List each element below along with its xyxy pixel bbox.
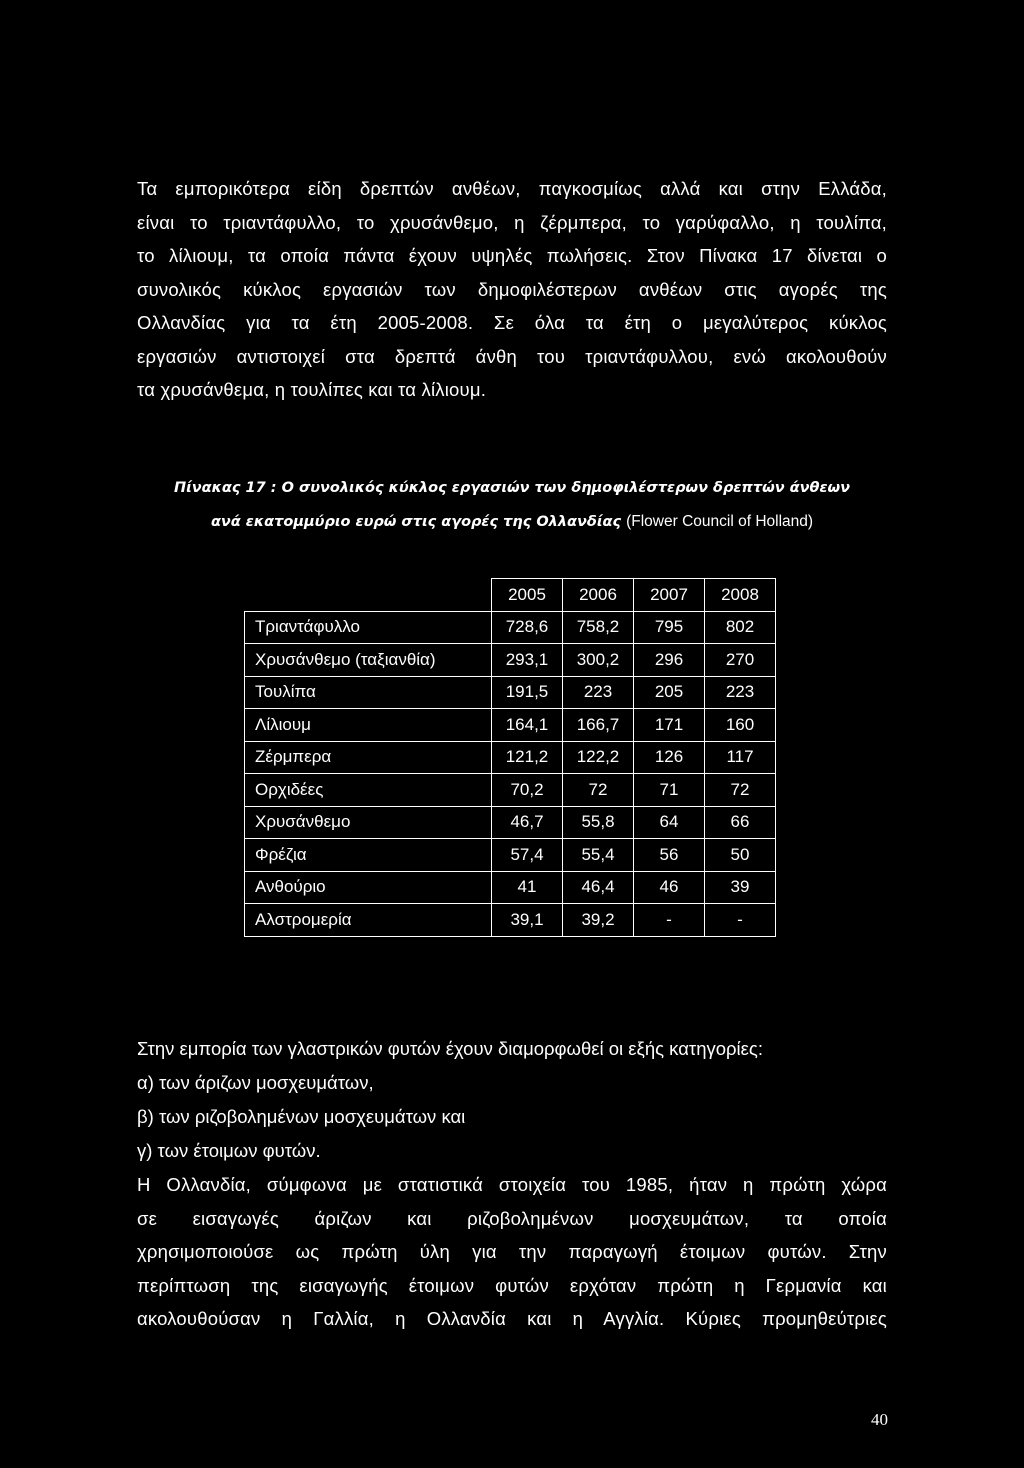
table-row — [245, 709, 776, 742]
table-row — [245, 611, 776, 644]
value-cell: 55,4 — [563, 839, 634, 872]
value-cell: 270 — [705, 644, 776, 677]
turnover-table — [244, 578, 776, 937]
closing-line: σε εισαγωγές άριζων και ριζοβολημένων μοσχευμάτων, τα οποία — [137, 1207, 887, 1229]
list-item: α) των άριζων μοσχευμάτων, — [137, 1072, 374, 1093]
value-cell: 41 — [492, 871, 563, 904]
list-item: γ) των έτοιμων φυτών. — [137, 1140, 321, 1161]
value-cell: 121,2 — [492, 741, 563, 774]
value-cell: 72 — [705, 774, 776, 807]
value-cell: 117 — [705, 741, 776, 774]
year-header: 2006 — [563, 579, 634, 612]
value-cell: 64 — [634, 806, 705, 839]
table-row — [245, 904, 776, 937]
flower-name-cell: Χρυσάνθεμο (ταξιανθία) — [245, 644, 492, 677]
value-cell: 191,5 — [492, 676, 563, 709]
closing-line: ακολουθούσαν η Γαλλία, η Ολλανδία και η Αγγλία. Κύριες προμηθεύτριες — [137, 1308, 887, 1329]
intro-paragraph — [137, 172, 887, 407]
value-cell: 205 — [634, 676, 705, 709]
value-cell: 300,2 — [563, 644, 634, 677]
value-cell: 56 — [634, 839, 705, 872]
value-cell: 171 — [634, 709, 705, 742]
table-row — [245, 871, 776, 904]
table-row — [245, 839, 776, 872]
value-cell: 39,2 — [563, 904, 634, 937]
flower-name-cell: Ορχιδέες — [245, 774, 492, 807]
value-cell: 296 — [634, 644, 705, 677]
flower-name-cell: Λίλιουμ — [245, 709, 492, 742]
flower-name-cell: Φρέζια — [245, 839, 492, 872]
table-header-row — [245, 579, 776, 612]
closing-line: Η Ολλανδία, σύμφωνα με στατιστικά στοιχεία του 1985, ήταν η πρώτη χώρα — [137, 1174, 887, 1195]
value-cell: 164,1 — [492, 709, 563, 742]
intro-line: Τα εμπορικότερα είδη δρεπτών ανθέων, παγκοσμίως αλλά και στην Ελλάδα, — [137, 178, 887, 199]
flower-name-cell: Ανθούριο — [245, 871, 492, 904]
table-row — [245, 644, 776, 677]
value-cell: 46 — [634, 871, 705, 904]
value-cell: 46,4 — [563, 871, 634, 904]
list-item: β) των ριζοβολημένων μοσχευμάτων και — [137, 1106, 466, 1127]
flower-name-cell: Ζέρμπερα — [245, 741, 492, 774]
value-cell: 223 — [705, 676, 776, 709]
intro-line: τα χρυσάνθεμα, η τουλίπες και τα λίλιουμ. — [137, 379, 487, 400]
intro-line: εργασιών αντιστοιχεί στα δρεπτά άνθη του τριαντάφυλλου, ενώ ακολουθούν — [137, 345, 887, 367]
value-cell: 39 — [705, 871, 776, 904]
value-cell: 728,6 — [492, 611, 563, 644]
value-cell: 795 — [634, 611, 705, 644]
table-row — [245, 774, 776, 807]
flower-name-cell: Χρυσάνθεμο — [245, 806, 492, 839]
value-cell: 70,2 — [492, 774, 563, 807]
flower-name-cell: Τριαντάφυλλο — [245, 611, 492, 644]
value-cell: 160 — [705, 709, 776, 742]
year-header: 2007 — [634, 579, 705, 612]
value-cell: 223 — [563, 676, 634, 709]
intro-line: Ολλανδίας για τα έτη 2005-2008. Σε όλα τα έτη ο μεγαλύτερος κύκλος — [137, 312, 887, 333]
value-cell: 50 — [705, 839, 776, 872]
value-cell: 802 — [705, 611, 776, 644]
table-row — [245, 676, 776, 709]
value-cell: 72 — [563, 774, 634, 807]
caption-line-2-text: ανά εκατομμύριο ευρώ στις αγορές της Ολλανδίας — [210, 514, 622, 530]
year-header: 2005 — [492, 579, 563, 612]
value-cell: 758,2 — [563, 611, 634, 644]
caption-line-1: Πίνακας 17 : Ο συνολικός κύκλος εργασιών των δημοφιλέστερων δρεπτών άνθεων — [173, 480, 851, 496]
header-corner — [245, 579, 492, 612]
intro-line: είναι το τριαντάφυλλο, το χρυσάνθεμο, η ζέρμπερα, το γαρύφαλλο, η τουλίπα, — [137, 211, 887, 233]
value-cell: - — [705, 904, 776, 937]
value-cell: 55,8 — [563, 806, 634, 839]
value-cell: 122,2 — [563, 741, 634, 774]
table-caption — [137, 472, 887, 539]
table-row — [245, 741, 776, 774]
closing-line: χρησιμοποιούσε ως πρώτη ύλη για την παραγωγή έτοιμων φυτών. Στην — [137, 1241, 887, 1262]
year-header: 2008 — [705, 579, 776, 612]
table-row — [245, 806, 776, 839]
value-cell: 57,4 — [492, 839, 563, 872]
value-cell: 126 — [634, 741, 705, 774]
list-intro: Στην εμπορία των γλαστρικών φυτών έχουν διαμορφωθεί οι εξής κατηγορίες: — [137, 1038, 763, 1059]
value-cell: 293,1 — [492, 644, 563, 677]
page-number: 40 — [871, 1410, 888, 1429]
intro-line: συνολικός κύκλος εργασιών των δημοφιλέστερων ανθέων στις αγορές της — [137, 278, 887, 300]
closing-line: περίπτωση της εισαγωγής έτοιμων φυτών ερχόταν πρώτη η Γερμανία και — [137, 1274, 887, 1296]
value-cell: 66 — [705, 806, 776, 839]
value-cell: 166,7 — [563, 709, 634, 742]
caption-source: (Flower Council of Holland) — [626, 513, 814, 530]
flower-name-cell: Αλστρομερία — [245, 904, 492, 937]
value-cell: 46,7 — [492, 806, 563, 839]
caption-line-2 — [137, 505, 887, 539]
intro-line: το λίλιουμ, τα οποία πάντα έχουν υψηλές πωλήσεις. Στον Πίνακα 17 δίνεται ο — [137, 245, 887, 266]
value-cell: - — [634, 904, 705, 937]
closing-paragraph — [137, 1168, 887, 1336]
value-cell: 71 — [634, 774, 705, 807]
value-cell: 39,1 — [492, 904, 563, 937]
flower-name-cell: Τουλίπα — [245, 676, 492, 709]
